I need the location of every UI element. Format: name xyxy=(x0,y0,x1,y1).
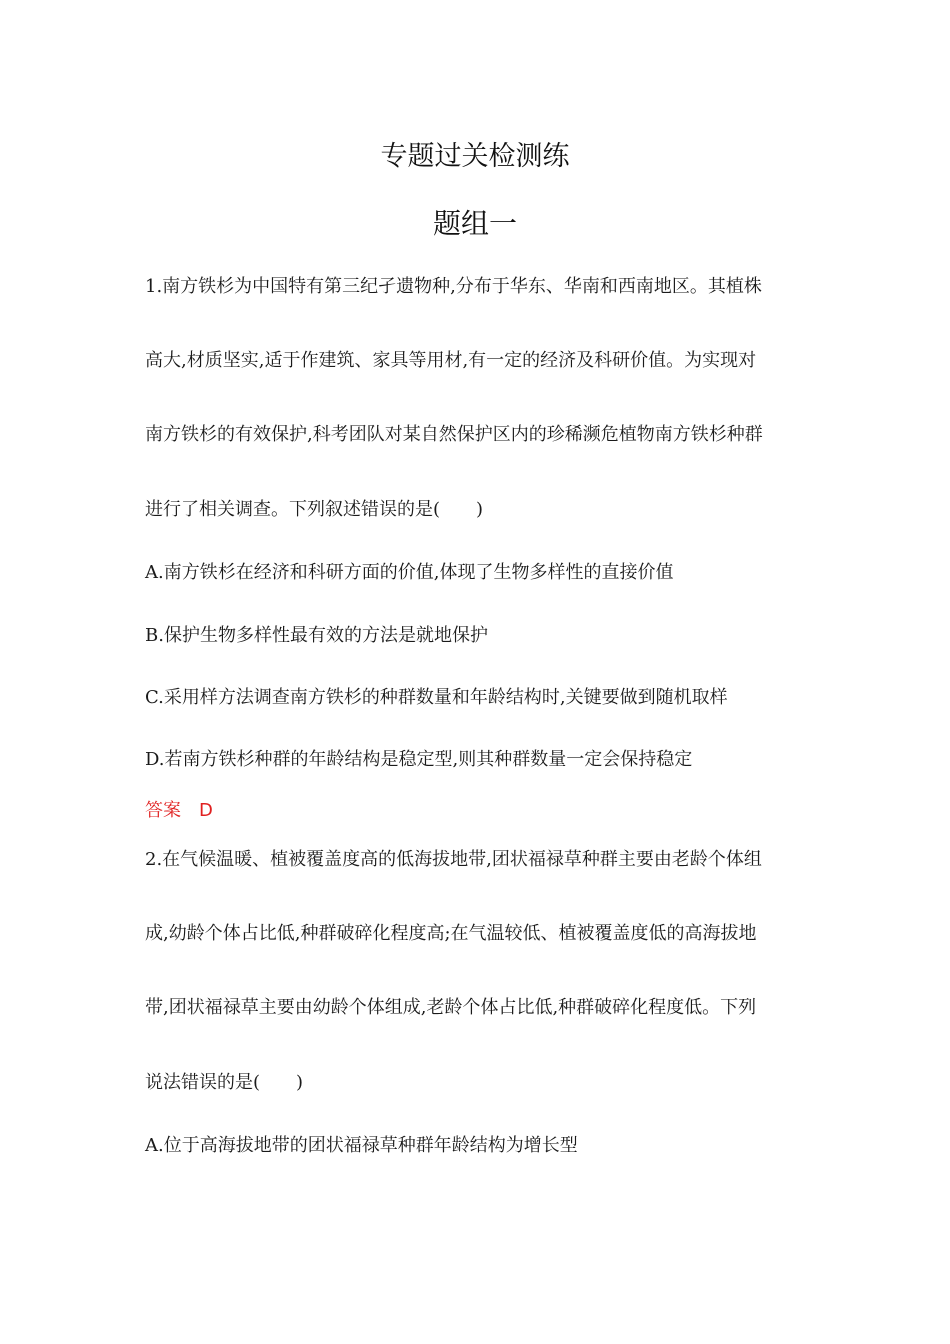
page-title: 专题过关检测练 xyxy=(380,141,570,172)
section-title: 题组一 xyxy=(432,207,517,240)
question-1-stem-line-4: 进行了相关调查。下列叙述错误的是( ) xyxy=(145,499,484,520)
question-1-stem-line-1: 1.南方铁杉为中国特有第三纪孑遗物种,分布于华东、华南和西南地区。其植株 xyxy=(145,276,762,297)
question-1-option-b: B.保护生物多样性最有效的方法是就地保护 xyxy=(145,625,488,646)
question-1-stem-line-2: 高大,材质坚实,适于作建筑、家具等用材,有一定的经济及科研价值。为实现对 xyxy=(145,350,757,371)
answer-value: D xyxy=(199,800,213,821)
question-1-answer xyxy=(145,799,213,823)
question-2-stem-line-4: 说法错误的是( ) xyxy=(145,1072,304,1093)
question-2-stem-line-1: 2.在气候温暖、植被覆盖度高的低海拔地带,团状福禄草种群主要由老龄个体组 xyxy=(145,849,762,870)
answer-label: 答案 xyxy=(145,800,181,821)
question-1-option-a: A.南方铁杉在经济和科研方面的价值,体现了生物多样性的直接价值 xyxy=(145,562,674,583)
question-2-stem-line-2: 成,幼龄个体占比低,种群破碎化程度高;在气温较低、植被覆盖度低的高海拔地 xyxy=(145,923,757,944)
question-1-stem-line-3: 南方铁杉的有效保护,科考团队对某自然保护区内的珍稀濒危植物南方铁杉种群 xyxy=(145,424,763,445)
question-1-option-c: C.采用样方法调查南方铁杉的种群数量和年龄结构时,关键要做到随机取样 xyxy=(145,687,728,708)
question-2-option-a: A.位于高海拔地带的团状福禄草种群年龄结构为增长型 xyxy=(145,1135,578,1156)
question-2-stem-line-3: 带,团状福禄草主要由幼龄个体组成,老龄个体占比低,种群破碎化程度低。下列 xyxy=(145,997,757,1018)
question-1-option-d: D.若南方铁杉种群的年龄结构是稳定型,则其种群数量一定会保持稳定 xyxy=(145,749,693,770)
